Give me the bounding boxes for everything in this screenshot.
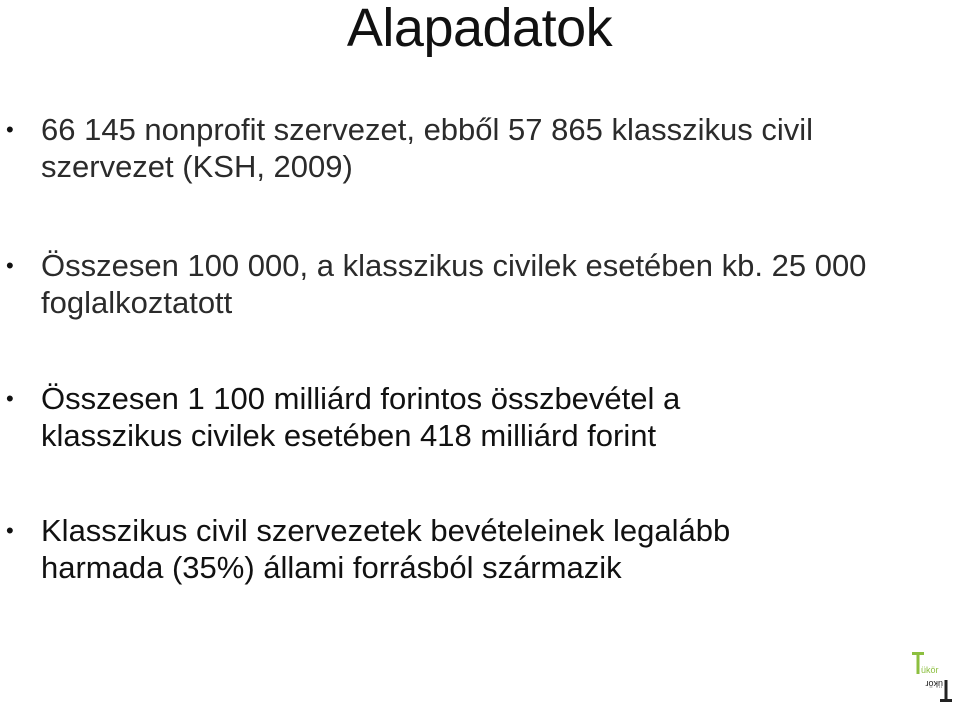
- tukor-logo-icon: [908, 648, 956, 706]
- logo-t-stem-mirror: [945, 680, 948, 702]
- logo-bottom-text: ükör: [925, 679, 943, 689]
- logo-top-text: ükör: [921, 665, 939, 675]
- bullet-dot: •: [6, 386, 14, 411]
- bullet-dot: •: [6, 518, 14, 543]
- slide-title: Alapadatok: [346, 0, 613, 58]
- logo-t-stem: [917, 652, 920, 674]
- bullet-text: Összesen 1 100 milliárd forintos összbevétel a klasszikus civilek esetében 418 milliárd forint: [41, 381, 681, 453]
- bullet-text: Összesen 100 000, a klasszikus civilek esetében kb. 25 000 foglalkoztatott: [41, 248, 867, 320]
- bullet-text: Klasszikus civil szervezetek bevételeinek legalább harmada (35%) állami forrásból származik: [41, 513, 731, 585]
- bullet-text: 66 145 nonprofit szervezet, ebből 57 865 klasszikus civil szervezet (KSH, 2009): [41, 112, 813, 184]
- bullet-dot: •: [6, 253, 14, 278]
- bullet-dot: •: [6, 117, 14, 142]
- logo-mirror: [925, 679, 952, 702]
